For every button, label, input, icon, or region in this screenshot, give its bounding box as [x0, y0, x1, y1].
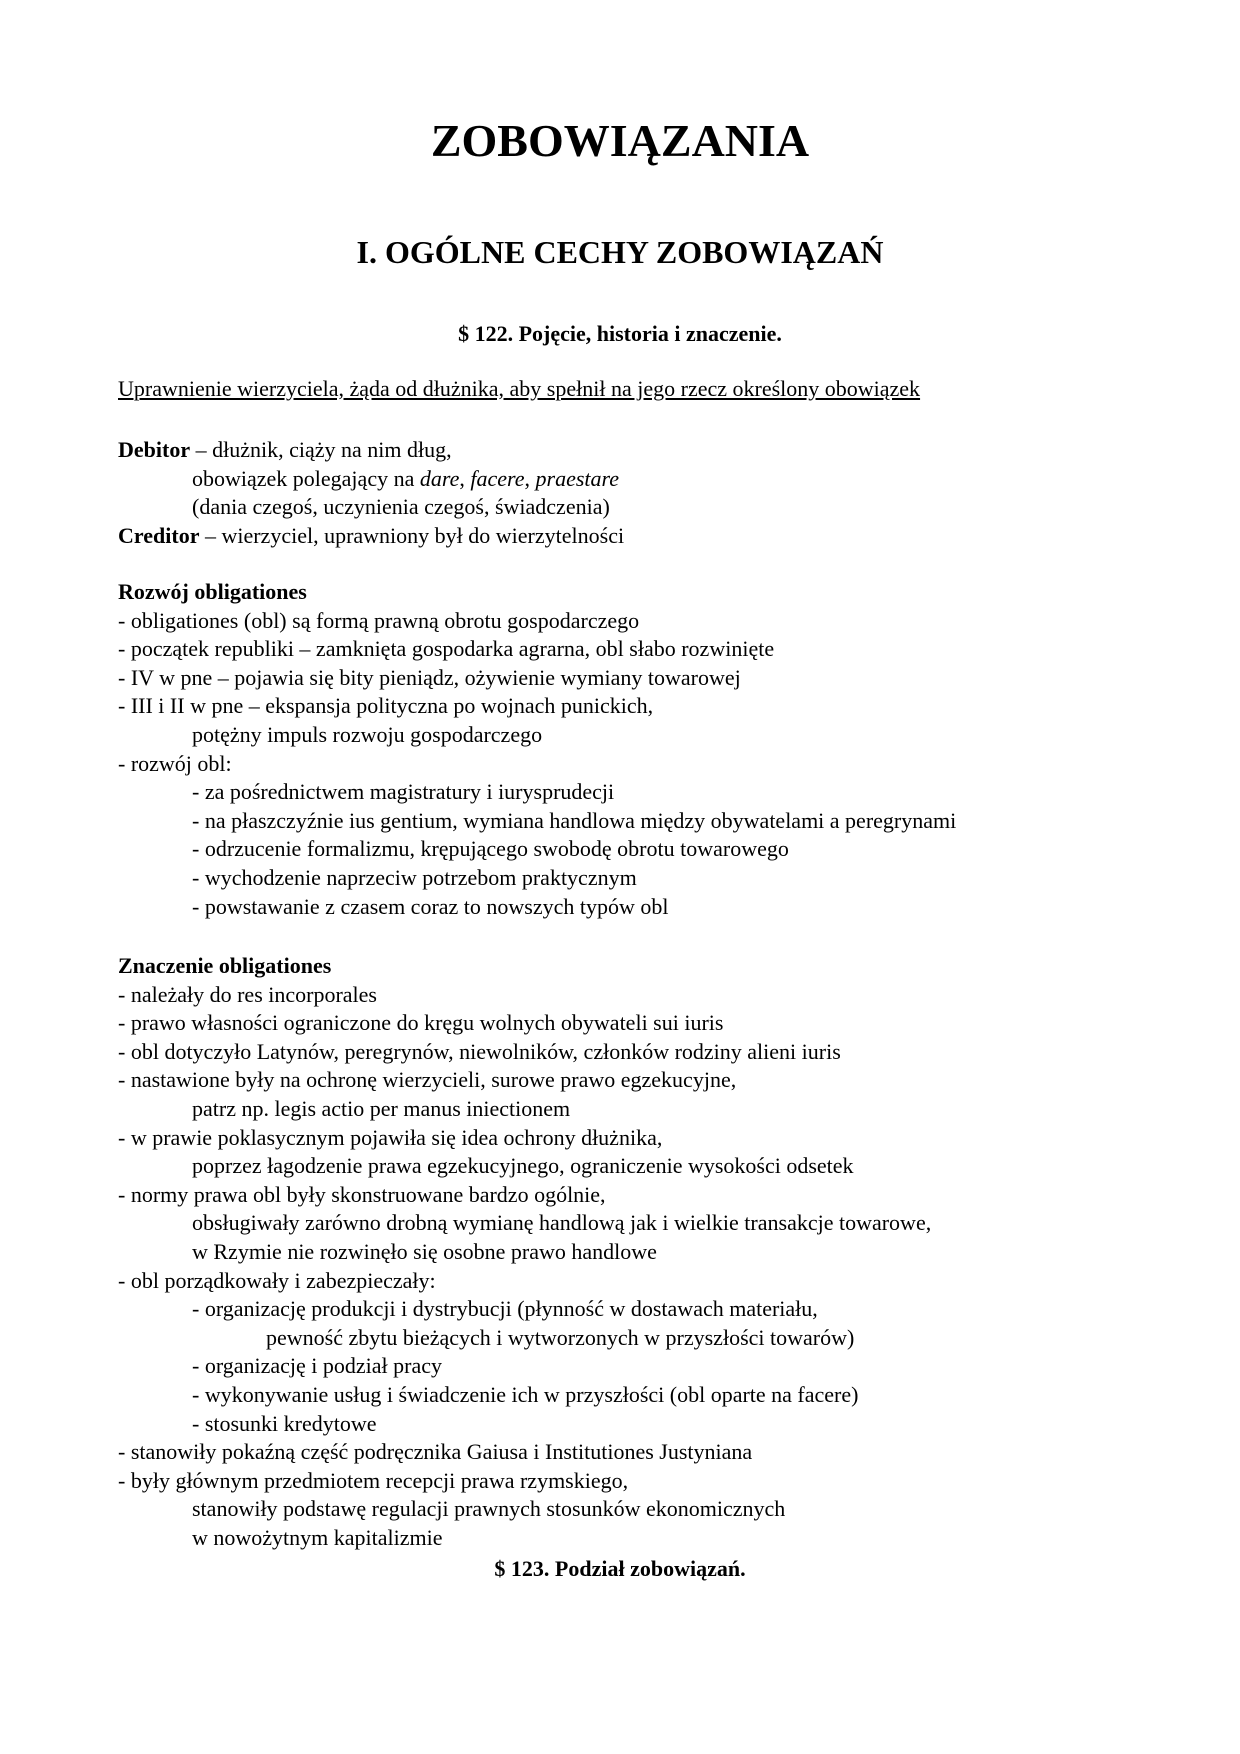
- list-item: - nastawione były na ochronę wierzycieli, surowe prawo egzekucyjne,: [118, 1067, 737, 1093]
- comma-1: ,: [459, 465, 471, 491]
- debitor-line-2: [118, 465, 624, 494]
- list-item: - organizację i podział pracy: [192, 1353, 443, 1379]
- list-item: poprzez łagodzenie prawa egzekucyjnego, ograniczenie wysokości odsetek: [192, 1153, 854, 1179]
- list-item: - należały do res incorporales: [118, 981, 377, 1007]
- creditor-line: [118, 522, 624, 551]
- term-dare: dare: [419, 465, 460, 491]
- znaczenie-section: [118, 952, 931, 1552]
- list-item: - obl porządkowały i zabezpieczały:: [118, 1267, 436, 1293]
- rozwoj-heading: Rozwój obligationes: [118, 579, 307, 604]
- list-item: - stanowiły pokaźną część podręcznika Gaiusa i Institutiones Justyniana: [118, 1439, 753, 1465]
- list-item: pewność zbytu bieżących i wytworzonych w przyszłości towarów): [266, 1324, 855, 1350]
- list-item: obsługiwały zarówno drobną wymianę handlową jak i wielkie transakcje towarowe,: [192, 1210, 932, 1236]
- list-item: - rozwój obl:: [118, 750, 232, 776]
- debitor-line-3: (dania czegoś, uczynienia czegoś, świadczenia): [192, 494, 610, 520]
- list-item: patrz np. legis actio per manus iniectionem: [192, 1095, 571, 1121]
- list-item: - obl dotyczyło Latynów, peregrynów, niewolników, członków rodziny alieni iuris: [118, 1038, 841, 1064]
- list-item: - odrzucenie formalizmu, krępującego swobodę obrotu towarowego: [192, 836, 789, 862]
- creditor-term: Creditor: [118, 522, 200, 548]
- list-item: - wykonywanie usług i świadczenie ich w przyszłości (obl oparte na facere): [192, 1381, 859, 1407]
- list-item: stanowiły podstawę regulacji prawnych stosunków ekonomicznych: [192, 1496, 786, 1522]
- section-heading-123: $ 123. Podział zobowiązań.: [494, 1556, 746, 1581]
- list-item: - obligationes (obl) są formą prawną obrotu gospodarczego: [118, 607, 640, 633]
- znaczenie-heading: Znaczenie obligationes: [118, 953, 332, 978]
- comma-2: ,: [524, 465, 536, 491]
- definition-text: Uprawnienie wierzyciela, żąda od dłużnika, aby spełnił na jego rzecz określony obowiązek: [118, 376, 921, 401]
- debitor-line2-prefix: obowiązek polegający na: [192, 465, 420, 491]
- list-item: - III i II w pne – ekspansja polityczna po wojnach punickich,: [118, 693, 654, 719]
- list-item: - IV w pne – pojawia się bity pieniądz, ożywienie wymiany towarowej: [118, 664, 741, 690]
- list-item: - wychodzenie naprzeciw potrzebom praktycznym: [192, 864, 637, 890]
- list-item: - były głównym przedmiotem recepcji prawa rzymskiego,: [118, 1467, 629, 1493]
- list-item: - prawo własności ograniczone do kręgu wolnych obywateli sui iuris: [118, 1010, 724, 1036]
- debitor-text: – dłużnik, ciąży na nim dług,: [190, 437, 452, 462]
- document-title: ZOBOWIĄZANIA: [430, 115, 810, 166]
- creditor-text: – wierzyciel, uprawniony był do wierzytelności: [199, 522, 625, 548]
- list-item: - powstawanie z czasem coraz to nowszych typów obl: [192, 893, 669, 919]
- list-item: - początek republiki – zamknięta gospodarka agrarna, obl słabo rozwinięte: [118, 636, 775, 662]
- list-item: w Rzymie nie rozwinęło się osobne prawo handlowe: [192, 1238, 657, 1264]
- list-item: - normy prawa obl były skonstruowane bardzo ogólnie,: [118, 1181, 606, 1207]
- list-item: - za pośrednictwem magistratury i iurysprudecji: [192, 779, 615, 805]
- list-item: - organizację produkcji i dystrybucji (płynność w dostawach materiału,: [192, 1296, 818, 1322]
- term-praestare: praestare: [535, 465, 620, 491]
- term-definitions: [118, 436, 624, 550]
- debitor-term: Debitor: [118, 437, 191, 462]
- rozwoj-section: [118, 578, 956, 921]
- debitor-line: [118, 436, 624, 465]
- section-heading-122: $ 122. Pojęcie, historia i znaczenie.: [458, 321, 782, 346]
- list-item: - na płaszczyźnie ius gentium, wymiana handlowa między obywatelami a peregrynami: [192, 807, 957, 833]
- list-item: - stosunki kredytowe: [192, 1410, 377, 1436]
- chapter-heading: I. OGÓLNE CECHY ZOBOWIĄZAŃ: [356, 234, 884, 270]
- list-item: w nowożytnym kapitalizmie: [192, 1524, 443, 1550]
- list-item: - w prawie poklasycznym pojawiła się idea ochrony dłużnika,: [118, 1124, 663, 1150]
- list-item: potężny impuls rozwoju gospodarczego: [192, 721, 543, 747]
- term-facere: facere: [470, 465, 525, 491]
